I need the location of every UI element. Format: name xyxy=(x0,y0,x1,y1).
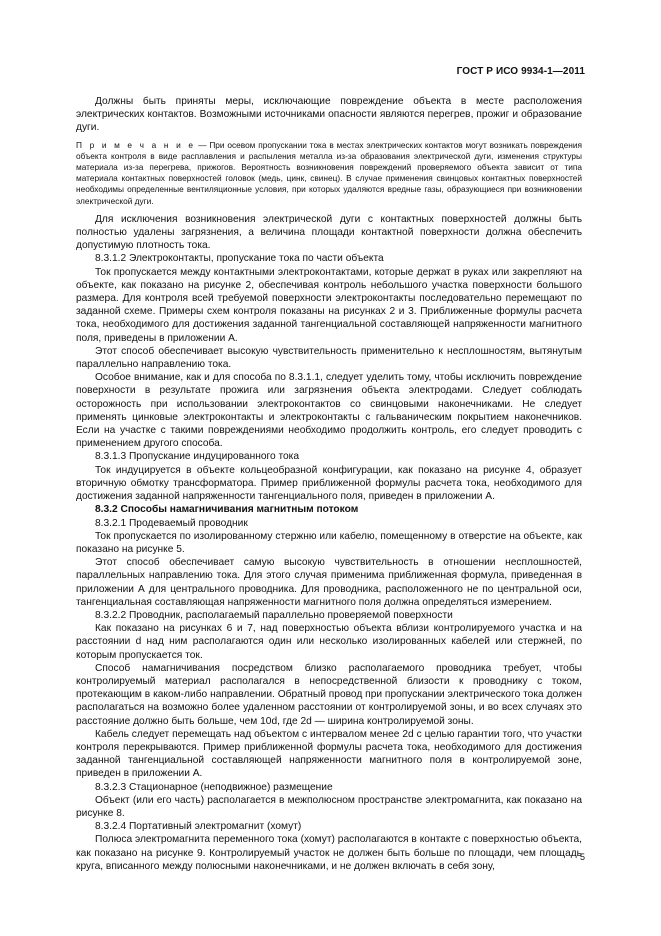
section-heading: 8.3.2.1 Продеваемый проводник xyxy=(95,517,248,529)
paragraph: Кабель следует перемещать над объектом с интервалом менее 2d с целью гарантии того, что участки контроля перекрываются. Пример приближенной формулы расчета тока, необходимого для достижения заданной тангенциальной составляющей напряженности магнитного поля в контролируемой зоне, приведен в приложении А. xyxy=(76,728,582,780)
paragraph: Особое внимание, как и для способа по 8.3.1.1, следует уделить тому, чтобы исключить повреждение поверхности в результате прожига или загрязнения объекта электродами. Следует соблюдать осторожность при использовании электроконтактов со свинцовыми наконечниками. Не следует применять цинковые электроконтакты и электроконтакты с гальваническим покрытием наконечников. Если на участке с такими повреждениями необходимо продолжить контроль, его следует проводить с применением другого способа. xyxy=(76,372,582,450)
page-number: 5 xyxy=(579,852,585,862)
note-text: — При осевом пропускании тока в местах электрических контактов могут возникать повреждения объекта контроля в виде расплавления и распыления металла из-за образования электрической дуги, изменения структуры материала из-за перегрева, прижогов. Вероятность возникновения повреждений проверяемого объекта зависит от типа материала контактных поверхностей головок (медь, цинк, свинец). В случае применения свинцовых контактных поверхностей необходимы определенные вентиляционные условия, при которых удаляются вредные газы, образующиеся при возникновении электрической дуги. xyxy=(76,139,582,206)
note-paragraph xyxy=(76,140,582,207)
paragraph: Ток индуцируется в объекте кольцеобразной конфигурации, как показано на рисунке 4, образует вторичную обмотку трансформатора. Пример приближенной формулы расчета тока, необходимого для достижения заданной напряженности тангенциального поля, приведен в приложении А. xyxy=(76,464,582,503)
note-label: П р и м е ч а н и е xyxy=(76,139,196,150)
paragraph: Полюса электромагнита переменного тока (хомут) располагаются в контакте с поверхностью объекта, как показано на рисунке 9. Контролируемый участок не должен быть больше по площади, чем площадь круга, вписанного между полюсными наконечниками, и не должен включать в себя зону, xyxy=(76,834,582,872)
paragraph: Этот способ обеспечивает самую высокую чувствительность в отношении несплошностей, параллельных направлению тока. Для этого случая применима приближенная формула, приведенная в приложении А для центрального проводника. Для проводника, расположенного не по центральной оси, тангенциальная составляющая напряженности магнитного поля должна определяться измерением. xyxy=(76,557,582,608)
standard-header: ГОСТ Р ИСО 9934-1—2011 xyxy=(456,66,585,77)
paragraph: Должны быть приняты меры, исключающие повреждение объекта в месте расположения электрических контактов. Возможными источниками опасности являются перегрев, прожиг и образование дуги. xyxy=(76,96,582,134)
paragraph: Ток пропускается по изолированному стержню или кабелю, помещенному в отверстие на объекте, как показано на рисунке 5. xyxy=(76,530,582,555)
section-heading: 8.3.1.3 Пропускание индуцированного тока xyxy=(95,451,300,463)
document-body xyxy=(76,95,582,873)
paragraph: Как показано на рисунках 6 и 7, над поверхностью объекта вблизи контролируемого участка и на расстоянии d над ним располагаются один или несколько изолированных кабелей или стержней, по которым пропускается ток. xyxy=(76,623,582,661)
section-heading: 8.3.2.3 Стационарное (неподвижное) размещение xyxy=(95,781,333,793)
section-heading: 8.3.2.4 Портативный электромагнит (хомут) xyxy=(95,821,302,833)
paragraph: Ток пропускается между контактными электроконтактами, которые держат в руках или закрепляют на объекте, как показано на рисунке 2, обеспечивая контроль небольшого участка поверхности большого размера. Для контроля всей требуемой поверхности электроконтакты последовательно перемещают по заданной схеме. Примеры схем контроля показаны на рисунках 2 и 3. Приближенные формулы расчета тока, необходимого для достижения заданной тангенциальной составляющей напряженности магнитного поля, приведены в приложении А. xyxy=(76,266,582,344)
bold-heading-text: 8.3.2 Способы намагничивания магнитным потоком xyxy=(95,504,359,516)
section-heading: 8.3.2.2 Проводник, располагаемый параллельно проверяемой поверхности xyxy=(95,609,453,621)
paragraph: Способ намагничивания посредством близко располагаемого проводника требует, чтобы контролируемый материал располагался в непосредственной близости к проводнику с током, протекающим в каком-либо направлении. Обратный провод при пропускании электрического тока должен располагаться на возможно более удаленном расстоянии от контролируемой зоны, и во всех случаях это расстояние должно быть больше, чем 10d, где 2d — ширина контролируемой зоны. xyxy=(76,662,582,727)
section-heading: 8.3.1.2 Электроконтакты, пропускание тока по части объекта xyxy=(95,253,384,265)
paragraph: Объект (или его часть) располагается в межполюсном пространстве электромагнита, как показано на рисунке 8. xyxy=(76,794,582,819)
paragraph: Для исключения возникновения электрической дуги с контактных поверхностей должны быть полностью удалены загрязнения, а величина площади контактной поверхности должна обеспечить допустимую плотность тока. xyxy=(76,213,582,252)
paragraph: Этот способ обеспечивает высокую чувствительность применительно к несплошностям, вытянутым параллельно направлению тока. xyxy=(76,345,582,371)
section-heading-bold xyxy=(76,503,582,516)
